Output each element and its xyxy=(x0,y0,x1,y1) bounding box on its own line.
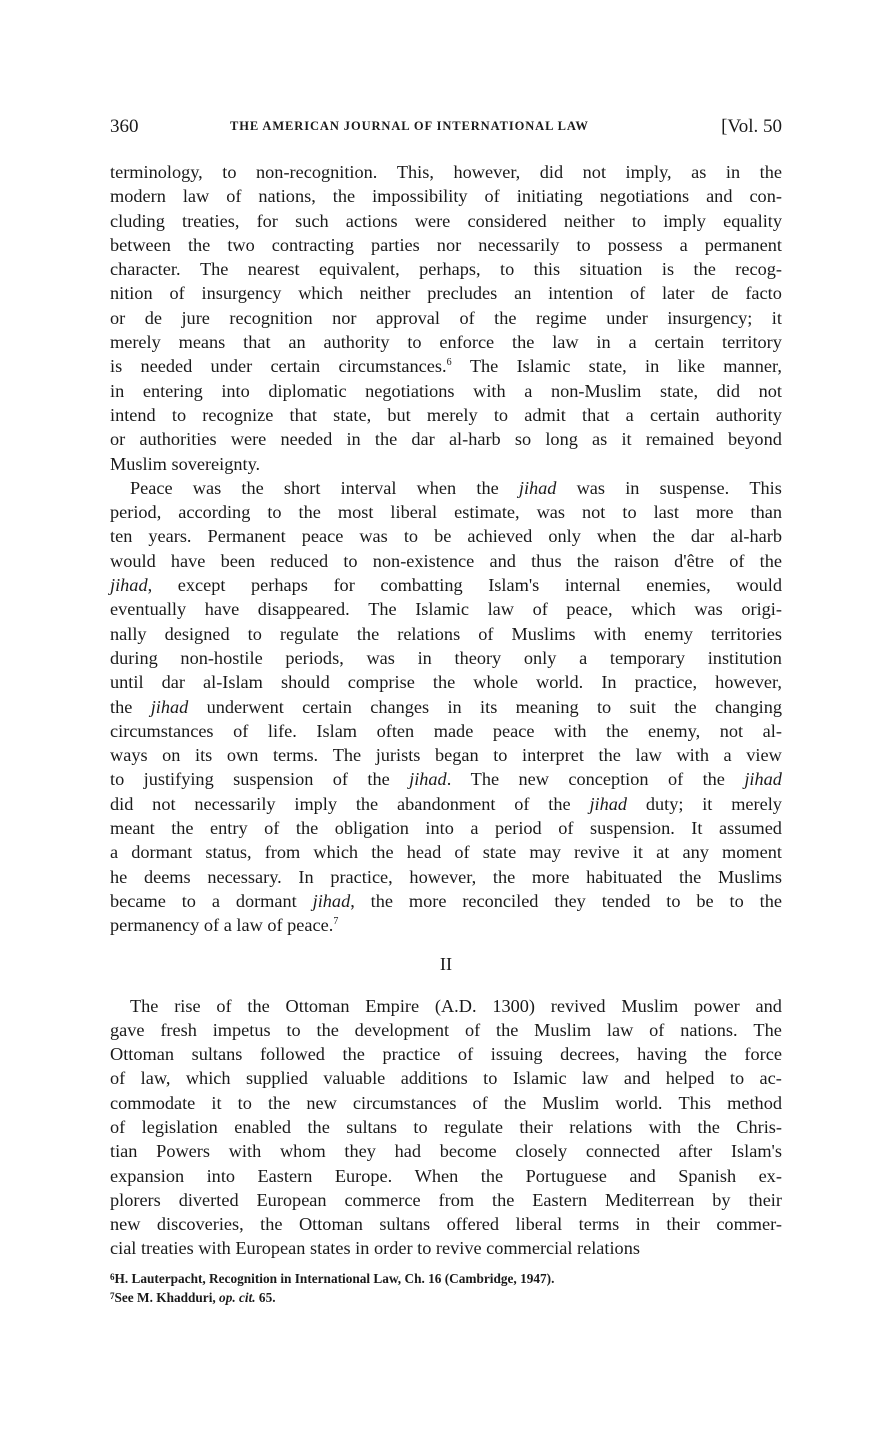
text-line: ways on its own terms. The jurists began to interpret the law with a view xyxy=(110,745,782,766)
text-line: Muslim sovereignty. xyxy=(110,453,261,474)
text-line: character. The nearest equivalent, perhaps, to this situation is the recog- xyxy=(110,259,782,280)
text-line: until dar al-Islam should comprise the whole world. In practice, however, xyxy=(110,672,782,693)
text-line: The rise of the Ottoman Empire (A.D. 1300) revived Muslim power and xyxy=(130,995,782,1016)
footnote-7: $^7$See M. Khadduri, op. cit. 65. xyxy=(110,1289,276,1305)
text-line: terminology, to non-recognition. This, however, did not imply, as in the xyxy=(110,162,782,182)
page-number: 360 xyxy=(110,116,139,137)
body-text-part-2 xyxy=(110,994,782,1261)
text-line: is needed under certain circumstances.$^6$ The Islamic state, in like manner, xyxy=(110,356,782,377)
footnotes xyxy=(110,1269,782,1307)
text-line: merely means that an authority to enforce the law in a certain territory xyxy=(110,332,782,353)
text-line: of law, which supplied valuable additions to Islamic law and helped to ac- xyxy=(110,1068,782,1089)
journal-page xyxy=(110,116,782,1307)
text-line: circumstances of life. Islam often made peace with the enemy, not al- xyxy=(110,720,782,741)
text-line: to justifying suspension of the jihad. The new conception of the jihad xyxy=(110,769,782,790)
text-line: tian Powers with whom they had become closely connected after Islam's xyxy=(110,1141,782,1162)
text-line: nally designed to regulate the relations of Muslims with enemy territories xyxy=(110,623,782,644)
text-line: jihad, except perhaps for combatting Islam's internal enemies, would xyxy=(110,575,782,596)
text-line: Peace was the short interval when the jihad was in suspense. This xyxy=(130,477,782,498)
section-heading: II xyxy=(439,953,453,974)
text-line: period, according to the most liberal estimate, was not to last more than xyxy=(110,502,782,523)
text-line: during non-hostile periods, was in theory only a temporary institution xyxy=(110,647,782,668)
text-line: of legislation enabled the sultans to regulate their relations with the Chris- xyxy=(110,1116,782,1137)
text-line: expansion into Eastern Europe. When the Portuguese and Spanish ex- xyxy=(110,1165,782,1186)
text-line: nition of insurgency which neither precludes an intention of later de facto xyxy=(110,283,782,304)
journal-title: THE AMERICAN JOURNAL OF INTERNATIONAL LAW xyxy=(230,119,589,133)
volume-label: [Vol. 50 xyxy=(721,116,782,137)
text-line: eventually have disappeared. The Islamic law of peace, which was origi- xyxy=(110,599,782,620)
text-line: the jihad underwent certain changes in its meaning to suit the changing xyxy=(110,696,782,717)
text-line: became to a dormant jihad, the more reconciled they tended to be to the xyxy=(110,890,782,911)
text-line: plorers diverted European commerce from the Eastern Mediterrean by their xyxy=(110,1189,782,1210)
body-text-part-1 xyxy=(110,160,782,938)
text-line: new discoveries, the Ottoman sultans offered liberal terms in their commer- xyxy=(110,1214,782,1235)
text-line: did not necessarily imply the abandonment of the jihad duty; it merely xyxy=(110,793,782,814)
text-line: intend to recognize that state, but merely to admit that a certain authority xyxy=(110,404,782,425)
text-line: in entering into diplomatic negotiations with a non-Muslim state, did not xyxy=(110,380,782,401)
text-line: or de jure recognition nor approval of the regime under insurgency; it xyxy=(110,307,782,328)
text-line: would have been reduced to non-existence and thus the raison d'être of the xyxy=(110,550,782,571)
text-line: commodate it to the new circumstances of the Muslim world. This method xyxy=(110,1092,782,1113)
text-line: gave fresh impetus to the development of the Muslim law of nations. The xyxy=(110,1019,782,1040)
text-line: or authorities were needed in the dar al-harb so long as it remained beyond xyxy=(110,429,782,450)
text-line: modern law of nations, the impossibility of initiating negotiations and con- xyxy=(110,186,782,207)
text-line: Ottoman sultans followed the practice of issuing decrees, having the force xyxy=(110,1044,782,1065)
text-line: between the two contracting parties nor necessarily to possess a permanent xyxy=(110,234,782,255)
text-line: he deems necessary. In practice, however, the more habituated the Muslims xyxy=(110,866,782,887)
text-line: cluding treaties, for such actions were considered neither to imply equality xyxy=(110,210,782,231)
running-header xyxy=(110,116,782,140)
text-line: meant the entry of the obligation into a period of suspension. It assumed xyxy=(110,818,782,839)
text-line: a dormant status, from which the head of state may revive it at any moment xyxy=(110,842,782,863)
text-line: ten years. Permanent peace was to be achieved only when the dar al-harb xyxy=(110,526,782,547)
footnote-6: $^6$H. Lauterpacht, Recognition in International Law, Ch. 16 (Cambridge, 1947). xyxy=(110,1270,555,1286)
text-line: permanency of a law of peace.$^7$ xyxy=(110,915,339,936)
text-line: cial treaties with European states in order to revive commercial relations xyxy=(110,1238,640,1259)
